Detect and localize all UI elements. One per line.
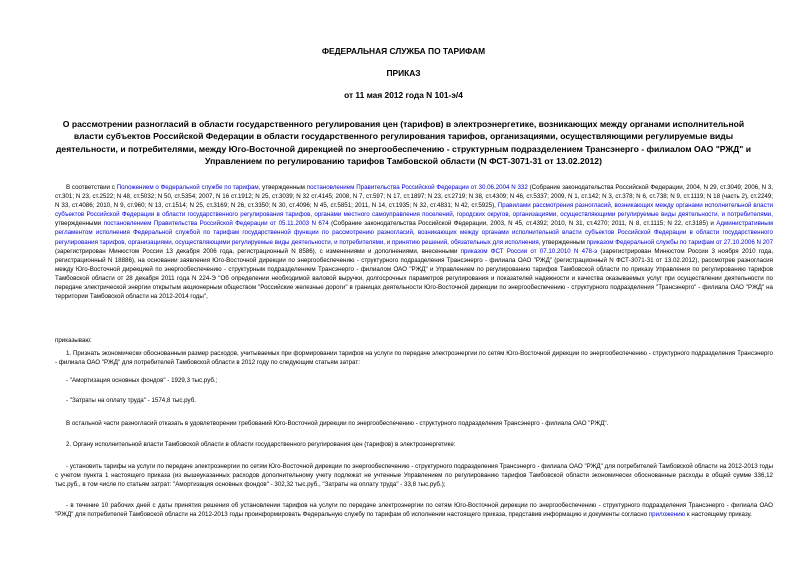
item-2-paragraph: 2. Органу исполнительной власти Тамбовской области в области государственного регулирования цен (тарифов) в электроэнергетике: (66, 441, 456, 448)
link-fst-order-207[interactable]: приказом Федеральной службы по тарифам от 27.10.2006 N 207 (586, 238, 774, 246)
preamble-text: (Собрание законодательства Российской Федерации, 2004, N 29, ст.3049; 2006, N 3, ст.301; N 23, ст.2522; N 48, ст.5032; N 50, ст.5354; 2007, N 16 ст.1912; N 25, ст.3039; N 32 ст.4145; 2008, N 7, ст.597; N 17, ст.1897; N 23, ст.2719; N 38, ст.4309; N 46, ст.5337; 2009, N 1, ст.142; N 3, ст.378; N 6, ст.738; N 9, ст.1119; N 18 (часть 2), ст.2249; N 33, ст.4086; 2010, N 9, ст.960; N 13, ст.1514; N 25, ст.3169; N 26, ст.3350; N 30, ст.4096; N 45, ст.5851; 2011, N 14, ст.1935; N 32, ст.4831; N 42, ст.5925), (55, 184, 773, 210)
preamble-text: , утвержденным (538, 238, 587, 246)
link-government-decree-332[interactable]: постановлением Правительства Российской Федерации от 30.06.2004 N 332 (306, 184, 528, 191)
preamble-text: , утвержденным (258, 184, 307, 191)
preamble-text: , утвержденными (55, 211, 773, 228)
bullet-amortization: - "Амортизация основных фондов" - 1929,3 тыс.руб.; (66, 377, 218, 384)
link-dispute-rules[interactable]: Правилами рассмотрения разногласий, возникающих между органами исполнительной власти субъектов Российской Федерации в области государственного регулирования тарифов, органами местного самоуправления поселений, городских округов, организациями, осуществляющими регулируемые виды деятельности, и потребителями (55, 202, 773, 219)
preamble-text: (зарегистрирован Минюстом России 13 декабря 2006 года, регистрационный N 8586), с изменениями и дополнениями, внесенными (55, 247, 461, 255)
document-date-number: от 11 мая 2012 года N 101-э/4 (344, 90, 463, 100)
rest-refusal-paragraph: В остальной части разногласий отказать в удовлетворении требований Юго-Восточной дирекции по энергообеспечению - структурного подразделения Трансэнерго - филиала ОАО "РЖД". (66, 420, 609, 427)
preamble-text: (зарегистрирован Минюстом России 3 ноября 2010 года, регистрационный N 18886), на основании заявления Юго-Восточной дирекции по энергообеспечению - структурного подразделения Трансэнерго - филиала ОАО "РЖД" (регистрационный N ФСТ-3071-31 от 13.02.2012), рассмотрев разногласия между Юго-Восточной дирекцией по энергообеспечению - структурным подразделением Трансэнерго - филиалом ОАО "РЖД" и Управлением по регулированию тарифов Тамбовской области по приказу Управления по регулированию тарифов Тамбовской области от 28 декабря 2011 года N 224-Э "Об определении необходимой валовой выручки, долгосрочных параметров регулирования и показателей надежности и качества оказываемых услуг при осуществлении деятельности по передаче электрической энергии открытым акционерным обществом "Российские железные дороги" в границах деятельности Юго-Восточной дирекции по энергообеспечению - структурного подразделения "Трансэнерго" - филиала ОАО "РЖД" на территории Тамбовской области на 2012-2014 годы", (55, 247, 774, 301)
preamble-text: В соответствии с (66, 184, 117, 191)
item-2b-text: к настоящему приказу. (685, 511, 752, 519)
preamble-text: (Собрание законодательства Российской Федерации, 2003, N 45, ст.4392; 2010, N 31, ст.4270; 2011, N 8, ст.1115; N 22, ст.3185) и (328, 220, 717, 228)
orders-word: приказываю: (55, 337, 92, 344)
item-2a-paragraph: - установить тарифы на услуги по передаче электроэнергии по сетям Юго-Восточной дирекции по энергообеспечению - структурного подразделения Трансэнерго - филиала ОАО "РЖД" для потребителей Тамбовской области на 2012-2013 годы с учетом пункта 1 настоящего приказа (из вышеуказанных расходов дополнительному учету подлежат не учтенные Управлением по регулированию тарифов Тамбовской области экономически обоснованные расходы в общей сумме 336,12 тыс.руб., в том числе по статьям затрат: "Амортизация основных фондов" - 302,32 тыс.руб., "Затраты на оплату труда" - 33,8 тыс.руб.); (55, 463, 773, 489)
link-fst-order-478[interactable]: приказом ФСТ России от 07.10.2010 N 478-э (460, 247, 598, 255)
item-2b-text: - в течение 10 рабочих дней с даты принятия решения об установлении тарифов на услуги по передаче электроэнергии по сетям Юго-Восточной дирекции по энергообеспечению - структурного подразделения Трансэнерго - филиала ОАО "РЖД" для потребителей Тамбовской области на 2012-2013 годы проинформировать Федеральную службу по тарифам об исполнении настоящего приказа, представив информацию и документы согласно (55, 502, 773, 519)
item-2b-paragraph (55, 501, 773, 519)
document-title: О рассмотрении разногласий в области государственного регулирования цен (тарифов) в электроэнергетике, возникающих между органами исполнительной власти субъектов Российской Федерации в области государственного регулирования тарифов, организациями, осуществляющими регулируемые виды деятельности, и потребителями, между Юго-Восточной дирекцией по энергообеспечению - структурным подразделением Трансэнерго - филиалом ОАО "РЖД" и Управлением по регулированию тарифов Тамбовской области (N ФСТ-3071-31 от 13.02.2012) (55, 119, 752, 166)
item-1-paragraph: 1. Признать экономически обоснованным размер расходов, учитываемых при формировании тарифов на услуги по передаче электроэнергии по сетям Юго-Восточной дирекции по энергообеспечению - структурного подразделения Трансэнерго - филиала ОАО "РЖД" для потребителей Тамбовской области в 2012 году по следующим статьям затрат: (55, 350, 773, 367)
document-type-heading: ПРИКАЗ (386, 68, 421, 78)
bullet-labor-costs: - "Затраты на оплату труда" - 1574,8 тыс.руб. (66, 397, 196, 404)
link-appendix[interactable]: приложению (648, 511, 686, 519)
link-regulation-fst[interactable]: Положением о Федеральной службе по тарифам (116, 184, 259, 191)
link-administrative-regulation[interactable]: Административным регламентом исполнения Федеральной службой по тарифам государственной функции по рассмотрению разногласий, возникающих между органами исполнительной власти субъектов Российской Федерации в области государственного регулирования тарифов, организациями, осуществляющими регулируемые виды деятельности, и потребителями, и принятию решений, обязательных для исполнения (55, 220, 773, 246)
preamble-paragraph (55, 183, 773, 301)
link-government-decree-674[interactable]: постановлением Правительства Российской Федерации от 05.11.2003 N 674 (103, 220, 329, 228)
agency-heading: ФЕДЕРАЛЬНАЯ СЛУЖБА ПО ТАРИФАМ (321, 46, 486, 56)
